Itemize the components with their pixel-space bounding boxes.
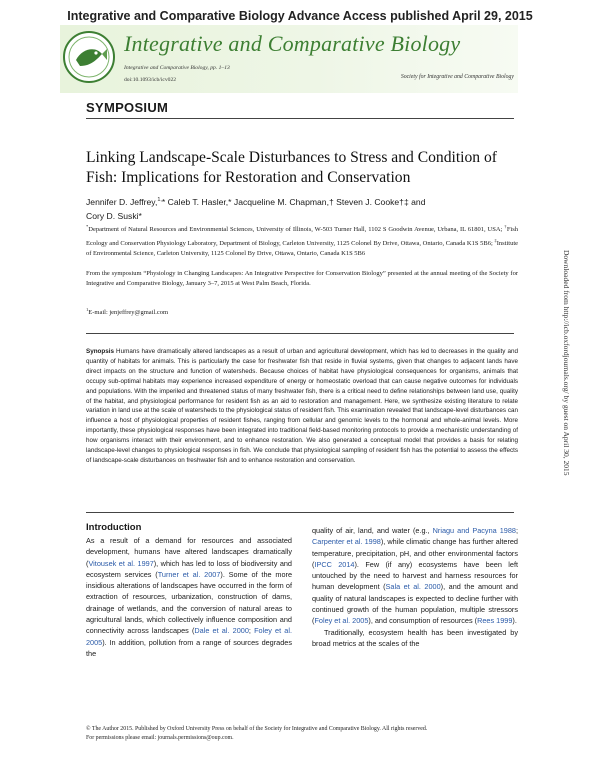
permissions-line: For permissions please email: journals.permissions@oup.com. <box>86 735 234 741</box>
affil-marker: * <box>86 224 89 229</box>
author-sup: 1, <box>157 197 162 203</box>
author-text: * <box>161 196 166 207</box>
citation-link[interactable]: Rees 1999 <box>477 616 513 626</box>
body-text: ), and the amount and quality of natural landscapes is expected to decline further with continued growth of the human population, multiple stressors ( <box>312 582 518 626</box>
abstract-rule-top <box>86 333 514 334</box>
affil-text: Department of Natural Resources and Environmental Sciences, University of Illinois, W-503 Turner Hall, 1102 S Goodwin Avenue, Urbana, IL 61801, USA; <box>88 226 503 234</box>
body-text: ). In addition, pollution from a range of sources degrades the <box>86 637 292 658</box>
body-text: ; <box>515 526 518 535</box>
affil-marker: † <box>504 224 507 229</box>
download-watermark: Downloaded from http://icb.oxfordjournals.org/ by guest on April 30, 2015 <box>562 250 571 476</box>
affil-marker: ‡ <box>494 237 497 243</box>
journal-society: Society for Integrative and Comparative Biology <box>400 74 514 80</box>
body-text: quality of air, land, and water (e.g., <box>312 526 433 535</box>
citation-link[interactable]: Carpenter et al. 1998 <box>312 537 381 547</box>
citation-link[interactable]: Foley et al. 2005 <box>314 616 369 626</box>
symposium-note: From the symposium “Physiology in Changing Landscapes: An Integrative Perspective for Conservation Biology” presented at the annual meeting of the Society for Integrative and Comparative Biology, January 3–7, 2015 at West Palm Beach, Florida. <box>86 270 518 288</box>
author-text: Cory D. Suski* <box>86 210 142 221</box>
email-marker: 1 <box>86 307 89 312</box>
affiliations <box>86 222 518 260</box>
citation-link[interactable]: Turner et al. 2007 <box>157 569 221 579</box>
author-text: Jennifer D. Jeffrey, <box>86 196 158 207</box>
section-label: SYMPOSIUM <box>86 100 169 115</box>
affil-text: Institute of Environmental Science, Carleton University, 1125 Colonel By Drive, Ottawa, Ontario, Canada K1S 5B6 <box>86 239 519 258</box>
journal-citation: Integrative and Comparative Biology, pp. 1–13 <box>124 65 230 71</box>
section-rule <box>86 118 514 119</box>
introduction-heading: Introduction <box>86 522 142 533</box>
intro-column-left <box>86 535 292 659</box>
body-text: ), while climatic change has further altered temperature, precipitation, pH, and other environmental factors ( <box>312 537 518 569</box>
journal-doi[interactable]: doi:10.1093/icb/icv022 <box>124 77 177 83</box>
citation-link[interactable]: Vitousek et al. 1997 <box>88 558 154 568</box>
affil-text: Fish Ecology and Conservation Physiology Laboratory, Department of Biology, Carleton University, 1125 Colonel By Drive, Ottawa, Ontario, Canada K1S 5B6; <box>86 226 519 247</box>
advance-access-line: Integrative and Comparative Biology Advance Access published April 29, 2015 <box>67 9 533 23</box>
body-text: ). <box>512 616 517 626</box>
journal-title: Integrative and Comparative Biology <box>124 31 461 56</box>
citation-link[interactable]: Foley et al. 2005 <box>86 626 292 647</box>
article-title: Linking Landscape-Scale Disturbances to Stress and Condition of Fish: Implications for Restoration and Conservation <box>86 149 497 186</box>
body-text: ; <box>248 626 255 636</box>
abstract-label: Synopsis <box>86 348 114 355</box>
intro-column-right <box>312 525 518 649</box>
copyright-line: © The Author 2015. Published by Oxford University Press on behalf of the Society for Integrative and Comparative Biology. All rights reserved. <box>86 726 428 732</box>
citation-link[interactable]: Dale et al. 2000 <box>194 626 249 636</box>
author-list <box>86 193 526 223</box>
body-text: Traditionally, ecosystem health has been investigated by broad metrics at the scales of the <box>312 627 518 648</box>
body-text: As a result of a demand for resources and associated development, humans have altered landscapes dramatically ( <box>86 536 292 568</box>
body-text: ). Few (if any) ecosystems have been left untouched by the need to harvest and harness resources for human development ( <box>312 559 518 592</box>
author-text: Caleb T. Hasler,* Jacqueline M. Chapman,† Steven J. Cooke†‡ and <box>165 196 426 207</box>
email-text[interactable]: E-mail: jenjeffrey@gmail.com <box>88 309 169 317</box>
body-text: ). Some of the more insidious alterations of landscapes have occurred in the form of extraction of resources, urbanization, construction of dams, drainage of wetlands, and the conversion of natural areas to agricultural lands, which collectively influence composition and connectivity across landscapes ( <box>86 569 293 636</box>
citation-link[interactable]: IPCC 2014 <box>314 559 355 569</box>
icb-logo-icon <box>62 30 116 84</box>
body-text: ), which has led to loss of biodiversity and ecosystem services ( <box>86 558 292 579</box>
body-text: ), and consumption of resources ( <box>368 616 478 626</box>
abstract-rule-bottom <box>86 512 514 513</box>
abstract <box>86 347 518 466</box>
copyright-notice <box>86 725 518 743</box>
abstract-text: Humans have dramatically altered landscapes as a result of urban and agricultural development, which has led to decreases in the quality and quantity of habitats for animals. This is particularly the case for freshwater fish that reside in fluvial systems, given that changes to adjacent lands have direct impacts on the structure and function of watersheds. Because choices of habitat have physiological consequences for organisms, animals that occupy sub-optimal habitats may experience increased expenditure of energy or homeostatic overload that can cause negative outcomes for individuals and populations. With the imperiled and threatened status of many freshwater fish, there is a critical need to define relationships between land use, quality of the habitat, and physiological performance for resident fish as an aid to restoration and management. Here, we synthesize existing literature to relate variation in land use at the scale of watersheds to the physiological status of resident fish. This examination revealed that landscape-level disturbances can influence a host of physiological properties of resident fishes, ranging from cellular and genomic levels to the hormonal and whole-animal levels. More importantly, these physiological responses have been integrated into traditional field-based monitoring protocols to provide a mechanistic understanding of how organisms interact with their environment, and to enhance restoration. We also generated a conceptual model that provides a basis for relating landscape-level changes to physiological responses in fish. We conclude that physiological sampling of resident fish has the potential to assess the effects of landscape-scale disturbances on freshwater fish and to enhance restoration and conservation. <box>86 348 519 464</box>
corresponding-email <box>86 307 168 316</box>
citation-link[interactable]: Nriagu and Pacyna 1988 <box>432 526 516 535</box>
citation-link[interactable]: Sala et al. 2000 <box>385 582 441 592</box>
